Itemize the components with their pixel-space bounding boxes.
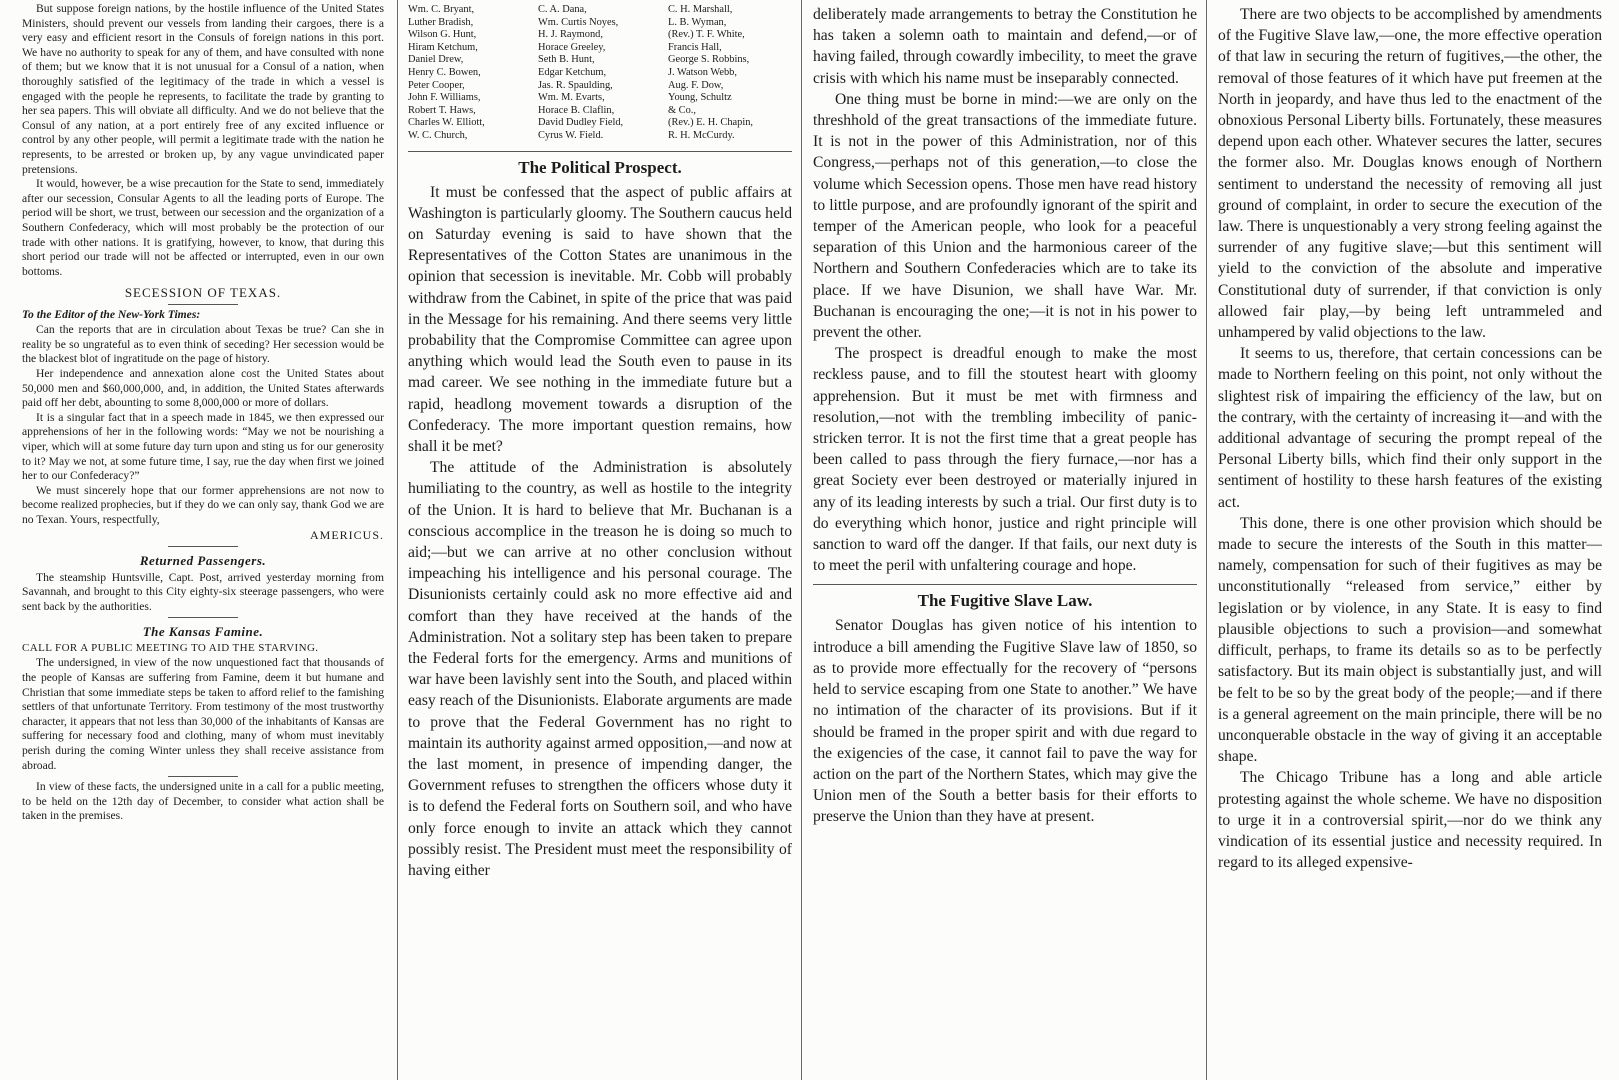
article-paragraph: The steamship Huntsville, Capt. Post, arrived yesterday morning from Savannah, and brought to this City eighty-six steerage passengers, who were sent back by the authorities. (22, 570, 384, 613)
column-3 (813, 0, 1197, 1080)
divider (168, 776, 238, 777)
article-paragraph: We must sincerely hope that our former apprehensions are not now to become realized prophecies, but if they do we can only say, thank God we are no Texan. Yours, respectfully, (22, 483, 384, 526)
article-paragraph: deliberately made arrangements to betray the Constitution he has taken a solemn oath to maintain and defend,—or of having failed, through cowardly imbecility, to meet the grave crisis with which his name must be inseparably connected. (813, 6, 1197, 87)
signatory-name: Charles W. Elliott, (408, 117, 485, 129)
signatory-name: W. C. Church, (408, 129, 468, 141)
signatory-name: L. B. Wyman, (668, 16, 727, 28)
signatory-name: (Rev.) T. F. White, (668, 29, 745, 41)
signatory-name: Cyrus W. Field. (538, 129, 604, 141)
signatory-name: Horace B. Claflin, (538, 104, 615, 116)
article-title: The Political Prospect. (518, 157, 682, 177)
section-heading: The Kansas Famine. (142, 624, 264, 640)
signatory-name: Horace Greeley, (538, 41, 606, 53)
signatory-name: C. H. Marshall, (668, 4, 733, 15)
article-paragraph: The undersigned, in view of the now unquestioned fact that thousands of the people of Kansas are suffering from Famine, deem it but humane and Christian that some immediate steps be taken to afford relief to the famishing settlers of that unfortunate Territory. From testimony of the most trustworthy character, it appears that not less than 30,000 of the inhabitants of Kansas are suffering for necessary food and clothing, many of whom must inevitably perish during the coming Winter unless they shall receive assistance from abroad. (22, 656, 384, 772)
signatory-name: H. J. Raymond, (538, 29, 603, 41)
signatory-name: Francis Hall, (668, 41, 722, 53)
section-heading: Returned Passengers. (139, 552, 267, 568)
article-paragraph: Senator Douglas has given notice of his intention to introduce a bill amending the Fugitive Slave law of 1850, so as to provide more effectually for the recovery of “persons held to service escaping from one State to another.” We have no intimation of the character of its provisions. But if it should be framed in the proper spirit and with due regard to the exigencies of the case, it cannot fail to pave the way for action on the part of the Northern States, which may give the Union men of the South a better basis for their efforts to preserve the Union than they have at present. (813, 617, 1197, 826)
signatory-list (408, 4, 792, 143)
letter-signature: AMERICUS. (309, 527, 384, 542)
signatory-name: Henry C. Bowen, (408, 66, 481, 78)
signatory-name: Wm. M. Evarts, (538, 92, 605, 104)
signatory-name: Seth B. Hunt, (538, 54, 595, 66)
signatory-name: Wilson G. Hunt, (408, 29, 477, 41)
signatory-name: Luther Bradish, (408, 16, 474, 28)
signatory-name: Peter Cooper, (408, 79, 465, 91)
signatory-name: Daniel Drew, (408, 54, 464, 66)
signatory-name: George S. Robbins, (668, 54, 750, 66)
column-1 (22, 0, 384, 1080)
article-paragraph: It is a singular fact that in a speech made in 1845, we then expressed our apprehensions of her in the following words: “May we not be nourishing a viper, which will at some future day turn upon and sting us for our generosity to it? May we not, at some future time, I say, rue the day when first we joined her to our Confederacy?” (22, 410, 384, 483)
article-title: The Fugitive Slave Law. (917, 591, 1093, 611)
column-2 (408, 0, 792, 1080)
signatory-name: (Rev.) E. H. Chapin, (668, 117, 754, 129)
divider (813, 584, 1197, 585)
article-paragraph: Her independence and annexation alone cost the United States about 50,000 men and $60,000,000, and, in addition, the United States afterwards paid off her debt, abounting to some 8,000,000 or more of dollars. (22, 367, 384, 410)
signatory-name: David Dudley Field, (538, 117, 624, 129)
article-paragraph: It would, however, be a wise precaution for the State to send, immediately after our secession, Consular Agents to all the leading ports of Europe. The period will be short, we trust, between our secession and the organization of a Southern Confederacy, which will most probably be the protection of our trade with other nations. It is gratifying, however, to know, that during this short period our trade will not be affected or interrupted, even in our own bottoms. (22, 177, 384, 278)
divider (168, 304, 238, 305)
signatory-name: Wm. Curtis Noyes, (538, 16, 619, 28)
section-heading: SECESSION OF TEXAS. (124, 285, 282, 301)
article-paragraph: But suppose foreign nations, by the hostile influence of the United States Ministers, should prevent our vessels from landing their cargoes, there is a very easy and efficient resort in the Consuls of foreign nations in this port. We have no authority to speak for any of them, and have consulted with none of them; but we know that it is not unusual for a Consul of a nation, when thoroughly satisfied of the legitimacy of the trade in which a vessel is engaged with the people he represents, to facilitate the trade by granting to her sea papers. This will obviate all difficulty. And we do not believe that the Consul of any nation, at a port entirely free of any excited influence or control by any other people, will permit a legitimate trade with the nation he represents, to be arrested or broken up, by any vague unvindicated paper pretensions. (22, 2, 384, 176)
article-paragraph: It seems to us, therefore, that certain concessions can be made to Northern feeling on this point, not only without the slightest risk of impairing the efficiency of the law, but on the contrary, with the certainty of increasing it—and with the additional advantage of securing the prompt repeal of the Personal Liberty bills, which find their only support in the sentiment of hostility to these harsh features of the existing act. (1218, 345, 1602, 511)
signatory-name: C. A. Dana, (538, 4, 587, 15)
signatory-name: Young, Schultz (668, 92, 732, 104)
signatory-name: Hiram Ketchum, (408, 41, 478, 53)
signatory-name: John F. Williams, (408, 92, 481, 104)
signatory-name: J. Watson Webb, (668, 66, 737, 78)
signatory-name: Aug. F. Dow, (668, 79, 724, 91)
column-rule (801, 0, 802, 1080)
article-paragraph: The prospect is dreadful enough to make the most reckless pause, and to fill the stoutest heart with gloomy apprehension. But it must be met with firmness and resolution,—not with the trembling imbecility of panic-stricken terror. It is not the first time that a great people has been called to pass through the fiery furnace,—nor has a great Society ever been destroyed or materially injured in any of its leading interests by such a trial. Our first duty is to do everything which honor, justice and right principle will sanction to ward off the danger. If that fails, our next duty is to meet the peril with unfaltering courage and hope. (813, 345, 1197, 575)
article-paragraph: The Chicago Tribune has a long and able article protesting against the whole scheme. We have no disposition to urge it in a controversial spirit,—nor do we think any vindication of its essential justice and necessity required. In regard to its alleged expensive- (1218, 769, 1602, 872)
article-paragraph: There are two objects to be accomplished by amendments of the Fugitive Slave law,—one, the more effective operation of that law in securing the return of fugitives,—the other, the removal of those features of it which have put freemen at the North in jeopardy, and have thus led to the enactment of the obnoxious Personal Liberty bills. Fortunately, these measures depend upon each other. Whatever secures the latter, secures the former also. Mr. Douglas knows enough of Northern sentiment to understand the necessity of removing all just ground of complaint, in order to secure the execution of the law. There is unquestionably a very strong feeling against the surrender of any fugitive slave;—but this sentiment will yield to the conviction of the absolute and imperative Constitutional duty of surrender, if that conviction is only allowed fair play,—by being left untrammeled and unhampered by valid objections to the law. (1218, 6, 1602, 342)
signatory-name: Wm. C. Bryant, (408, 4, 475, 15)
callout-line: CALL FOR A PUBLIC MEETING TO AID THE STARVING. (22, 642, 319, 655)
article-paragraph: One thing must be borne in mind:—we are only on the threshhold of the great transactions of the immediate future. It is not in the power of this Administration, nor of this Congress,—perhaps not of this generation,—to close the volume which Secession opens. Those men have read history to little purpose, and are profoundly ignorant of the spirit and temper of the American people, who look for a peaceful separation of this Union and the harmonious career of the Northern and Southern Confederacies which are to take its place. If we have Disunion, we shall have War. Mr. Buchanan is encouraging the one;—it is not in his power to prevent the other. (813, 90, 1197, 342)
article-paragraph: This done, there is one other provision which should be made to secure the interests of the South in this matter—namely, compensation for such of their fugitives as may be unconstitutionally “released from service,” either by legislation or by violence, in any State. It is easy to find plausible objections to such a provision—and somewhat difficult, perhaps, to frame its details so as to be perfectly satisfactory. But its main object is substantially just, and will be felt to be so by the great body of the people;—and if there is a general agreement on the main principle, there will be no unconquerable obstacle in the way of giving it an acceptable shape. (1218, 514, 1602, 766)
divider (408, 151, 792, 152)
signatory-name: Robert T. Haws, (408, 104, 476, 116)
column-rule (397, 0, 398, 1080)
article-paragraph: It must be confessed that the aspect of public affairs at Washington is particularly gloomy. The Southern caucus held on Saturday evening is said to have shown that the Representatives of the Cotton States are unanimous in the opinion that secession is inevitable. Mr. Cobb will probably withdraw from the Cabinet, in spite of the price that was paid in the Message for his remaining. And there seems very little probability that the Compromise Committee can agree upon anything which would lead the South even to pause in its mad career. We see nothing in the immediate future but a rapid, headlong movement towards a disruption of the Confederacy. The more important question remains, how shall it be met? (408, 183, 792, 455)
signatory-name: & Co., (668, 104, 697, 116)
signatory-name: Jas. R. Spaulding, (538, 79, 613, 91)
column-rule (1206, 0, 1207, 1080)
column-4 (1218, 0, 1602, 1080)
signatory-name: Edgar Ketchum, (538, 66, 607, 78)
article-paragraph: Can the reports that are in circulation about Texas be true? Can she in reality be so ungrateful as to even think of seceding? Her secession would be the blackest blot of ingratitude on the page of history. (22, 323, 384, 366)
letter-salutation: To the Editor of the New-York Times: (22, 308, 201, 322)
signatory-name: R. H. McCurdy. (668, 129, 735, 141)
divider (168, 546, 238, 547)
article-paragraph: In view of these facts, the undersigned unite in a call for a public meeting, to be held on the 12th day of December, to consider what action shall be taken in the premises. (22, 780, 384, 823)
article-paragraph: The attitude of the Administration is absolutely humiliating to the country, as well as hostile to the integrity of the Union. It is hard to believe that Mr. Buchanan is a conscious accomplice in the treason he is doing so much to aid;—but we can arrive at no other conclusion without impeaching his intelligence and his personal courage. The Disunionists certainly could ask no more effective aid and comfort than they have received at the hands of the Administration. Not a solitary step has been taken to prepare the Federal forts for the emergency. Arms and munitions of war have been lavishly sent into the South, and placed within easy reach of the Disunionists. Elaborate arguments are made to prove that the Federal Government has no right to maintain its authority against armed opposition,—and now at the last moment, in presence of impending danger, the Government refuses to strengthen the officers whose duty it is to defend the Federal forts on Southern soil, and who have only force enough to invite an attack which they cannot possibly resist. The President must meet the responsibility of having either (408, 459, 792, 880)
divider (168, 617, 238, 618)
